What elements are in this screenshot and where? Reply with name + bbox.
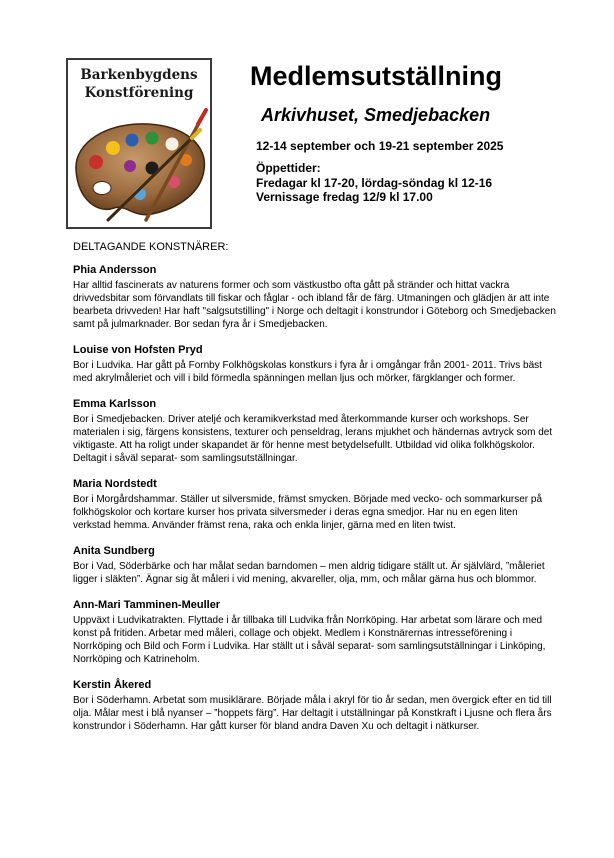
venue-subtitle: Arkivhuset, Smedjebacken xyxy=(261,105,491,125)
exhibition-dates: 12-14 september och 19-21 september 2025 xyxy=(256,139,504,153)
artist-entry xyxy=(73,678,557,733)
artist-name: Kerstin Åkered xyxy=(73,679,152,691)
logo-line-1: Barkenbygdens xyxy=(80,67,198,83)
logo xyxy=(66,58,212,229)
page-title: Medlemsutställning xyxy=(250,61,503,91)
artist-bio: Bor i Söderhamn. Arbetat som musiklärare. Började måla i akryl för tio år sedan, men övergick efter en tid till olja. Målar mest i blå nyanser – ”hoppets färg”. Har deltagit i utställningar på Konstkraft i Ljusne och flera års konstrundor i Söderhamn. Har gått kurser för bland andra Daven Xu och deltagit i nätkurser. xyxy=(73,695,552,732)
artist-name: Louise von Hofsten Pryd xyxy=(73,344,203,356)
opening-hours-label: Öppettider: xyxy=(256,161,321,175)
artist-bio: Bor i Vad, Söderbärke och har målat sedan barndomen – men aldrig tidigare ställt ut. Är självlärd, ”måleriet ligger i släkten”. Ägnar sig åt måleri i vid mening, akvareller, olja, mm, och målar gärna hus och blommor. xyxy=(73,561,545,585)
opening-hours-line-1: Fredagar kl 17-20, lördag-söndag kl 12-16 xyxy=(256,175,493,190)
artist-name: Emma Karlsson xyxy=(73,398,157,410)
artist-entry xyxy=(73,263,557,331)
opening-hours xyxy=(256,161,492,205)
artist-bio: Har alltid fascinerats av naturens former och som västkustbo ofta gått på stränder och hittat vackra drivvedsbitar som förvandlats till fiskar och fåglar - och ibland får de färg. Utmaningen och glädjen är att inte bearbeta drivveden! Har haft "salgsutstilling" i Norge och deltagit i konstrundor i Göteborg och Smedjebacken samt på julmarknader. Bor sedan fyra år i Smedjebacken. xyxy=(73,280,556,330)
artist-name: Anita Sundberg xyxy=(73,545,155,557)
artist-entry xyxy=(73,343,557,385)
artist-entry xyxy=(73,544,557,586)
artist-name: Ann-Mari Tamminen-Meuller xyxy=(73,599,221,611)
artist-bio: Bor i Smedjebacken. Driver ateljé och keramikverkstad med återkommande kurser och workshops. Ser materialen i sig, färgens konsistens, texturer och penseldrag, lerans mjukhet och händernas avtryck som det viktigaste. Att ha roligt under skapandet är för henne mest betydelsefullt. Utbildad vid olika folkhögskolor. Deltagit i såväl separat- som samlingsutställningar. xyxy=(73,414,553,464)
artist-entry xyxy=(73,598,557,666)
painter-palette-icon xyxy=(68,108,210,228)
opening-hours-line-2: Vernissage fredag 12/9 kl 17.00 xyxy=(256,190,433,204)
logo-line-2: Konstförening xyxy=(84,85,194,101)
artist-name: Phia Andersson xyxy=(73,264,157,276)
artist-bio: Bor i Ludvika. Har gått på Fornby Folkhögskolas konstkurs i fyra år i omgångar från 2001- 2011. Trivs bäst med akrylmåleriet och vill i bild förmedla spänningen mellan ljus och mörker, färgklanger och former. xyxy=(73,360,542,384)
artist-bio: Uppväxt i Ludvikatrakten. Flyttade i år tillbaka till Ludvika från Norrköping. Har arbetat som lärare och med konst på fritiden. Arbetar med måleri, collage och objekt. Medlem i Konstnärernas intresseförening i Norrköping och Bild och Form i Ludvika. Har ställt ut i såväl separat- som samlingsutställningar i Linköping, Norrköping och Katrineholm. xyxy=(73,615,546,665)
artist-name: Maria Nordstedt xyxy=(73,478,157,490)
artist-bio: Bor i Morgårdshammar. Ställer ut silversmide, främst smycken. Började med vecko- och sommarkurser på folkhögskolor och kortare kurser hos privata silversmeder i deras egna smedjor. Har nu en egen liten verkstad hemma. Använder främst rena, raka och enkla linjer, gärna med en liten twist. xyxy=(73,494,543,531)
artist-entry xyxy=(73,397,557,465)
artist-list xyxy=(73,263,557,745)
artist-entry xyxy=(73,477,557,532)
logo-text xyxy=(68,66,210,102)
section-heading: DELTAGANDE KONSTNÄRER: xyxy=(73,241,229,253)
